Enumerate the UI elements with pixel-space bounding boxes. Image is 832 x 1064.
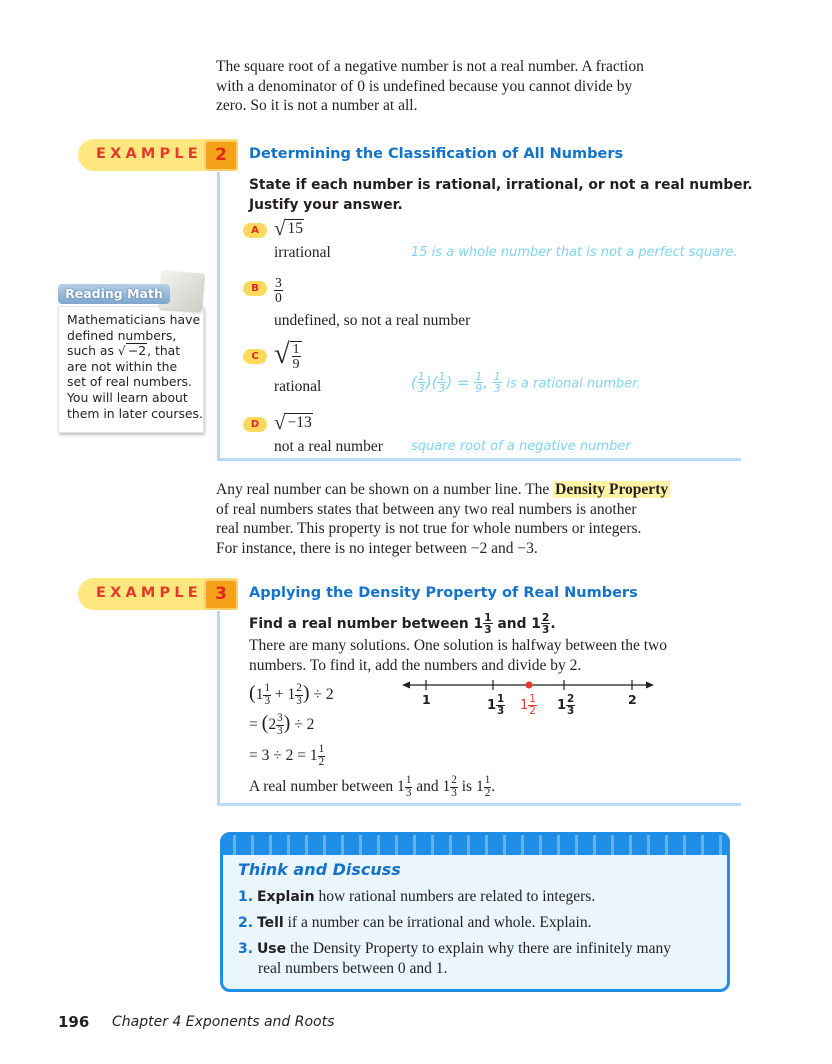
part-d-badge: D bbox=[243, 417, 267, 432]
numerator: 1 bbox=[417, 370, 425, 383]
think-and-discuss-title: Think and Discuss bbox=[238, 860, 401, 879]
text: ÷ 2 bbox=[313, 685, 334, 703]
part-c-note: ( $\frac{1}{3}$ )( $\frac{1}{3}$ ) = $\frac{1}{9}$ , $\frac{1}{3}$ is a rational number. bbox=[411, 370, 641, 396]
part-a-answer: irrational bbox=[274, 244, 331, 261]
item-number: 3. bbox=[238, 941, 254, 957]
example-3-label: EXAMPLE bbox=[96, 585, 202, 601]
numerator: 2 bbox=[567, 693, 575, 705]
body-line: There are many solutions. One solution is halfway between the two bbox=[249, 637, 667, 654]
intro-line: zero. So it is not a number at all. bbox=[216, 97, 418, 114]
example-2-rule-bottom bbox=[217, 458, 741, 461]
fraction bbox=[274, 276, 283, 306]
text: 2 bbox=[268, 715, 277, 733]
numerator: 2 bbox=[296, 682, 302, 694]
radical-icon: √ bbox=[274, 339, 290, 371]
denominator: 3 bbox=[541, 623, 550, 637]
tick-label-one-and-two-thirds bbox=[557, 694, 575, 717]
text: = 3 ÷ 2 = 1 bbox=[249, 746, 318, 764]
fraction bbox=[318, 744, 326, 768]
radicand: −13 bbox=[287, 414, 312, 431]
arrow-right-icon bbox=[646, 682, 654, 689]
denominator: 9 bbox=[292, 356, 300, 372]
step-3 bbox=[249, 744, 325, 768]
example-3-body bbox=[249, 636, 667, 675]
fraction bbox=[295, 683, 303, 707]
denominator: 2 bbox=[529, 704, 536, 717]
item-text: if a number can be irrational and whole. Explain. bbox=[283, 914, 592, 931]
density-paragraph bbox=[216, 480, 736, 558]
radical-icon: √ bbox=[117, 343, 126, 359]
discuss-item-2 bbox=[238, 913, 591, 933]
discuss-item-3 bbox=[238, 939, 671, 959]
numerator: 3 bbox=[275, 275, 282, 290]
fraction bbox=[566, 694, 575, 717]
example-2-rule bbox=[217, 172, 220, 460]
tick-label-one-and-third bbox=[487, 694, 505, 717]
fraction bbox=[493, 371, 502, 395]
numerator: 1 bbox=[318, 743, 325, 755]
density-property-term: Density Property bbox=[555, 481, 669, 498]
fraction bbox=[528, 694, 537, 717]
text: ÷ 2 bbox=[294, 715, 315, 733]
item-verb: Tell bbox=[256, 915, 284, 931]
text: is 1 bbox=[457, 777, 484, 795]
part-b-answer: undefined, so not a real number bbox=[274, 312, 471, 329]
reading-math-text bbox=[67, 312, 207, 421]
text: Any real number can be shown on a number line. The bbox=[216, 481, 550, 498]
intro-paragraph bbox=[216, 57, 736, 116]
tick-label-one-and-half bbox=[520, 694, 537, 717]
example-3-rule-bottom bbox=[217, 803, 741, 806]
text: = bbox=[249, 715, 262, 733]
numerator: 1 bbox=[497, 693, 505, 705]
numerator: 1 bbox=[405, 774, 412, 786]
discuss-item-3-continued: real numbers between 0 and 1. bbox=[258, 960, 448, 977]
example-2-title: Determining the Classification of All Numbers bbox=[249, 146, 624, 162]
part-a-expression bbox=[274, 216, 304, 240]
denominator: 3 bbox=[493, 382, 501, 396]
denominator: 3 bbox=[451, 786, 457, 799]
denominator: 3 bbox=[277, 724, 283, 737]
text: 1 bbox=[557, 697, 567, 713]
numerator: 1 bbox=[484, 774, 491, 786]
item-text: the Density Property to explain why there are infinitely many bbox=[286, 940, 671, 957]
reading-math-line: set of real numbers. bbox=[67, 374, 192, 390]
density-line bbox=[216, 480, 736, 500]
denominator: 0 bbox=[275, 290, 282, 306]
part-a-badge: A bbox=[243, 223, 267, 238]
text: , that bbox=[147, 343, 181, 359]
example-3-rule bbox=[217, 611, 220, 805]
text: 1 bbox=[487, 697, 497, 713]
fraction bbox=[483, 612, 492, 636]
reading-math-line: defined numbers, bbox=[67, 327, 177, 343]
item-number: 1. bbox=[238, 889, 254, 905]
part-a-note: 15 is a whole number that is not a perfect square. bbox=[411, 245, 738, 260]
denominator: 2 bbox=[318, 755, 325, 768]
radicand: −2 bbox=[127, 343, 147, 359]
reading-math-line: them in later courses. bbox=[67, 405, 203, 421]
denominator: 3 bbox=[417, 382, 425, 396]
conclusion bbox=[249, 775, 495, 799]
text: A real number between 1 bbox=[249, 777, 405, 795]
intro-line: The square root of a negative number is not a real number. A fraction bbox=[216, 58, 644, 75]
text: 1 bbox=[520, 697, 529, 713]
fraction bbox=[496, 694, 505, 717]
part-d-expression bbox=[274, 410, 313, 434]
tick-label-2: 2 bbox=[628, 692, 637, 707]
numerator: 1 bbox=[529, 693, 536, 705]
midpoint-dot bbox=[526, 682, 533, 689]
denominator: 3 bbox=[264, 694, 271, 707]
part-d-answer: not a real number bbox=[274, 438, 383, 455]
fraction bbox=[474, 371, 483, 395]
part-d-note: square root of a negative number bbox=[411, 439, 631, 454]
part-b-badge: B bbox=[243, 281, 267, 296]
reading-math-line: are not within the bbox=[67, 358, 178, 374]
radicand bbox=[290, 341, 302, 372]
fraction bbox=[450, 775, 458, 799]
radical-icon: √ bbox=[274, 216, 286, 240]
density-line: of real numbers states that between any two real numbers is another bbox=[216, 500, 637, 518]
part-c-answer: rational bbox=[274, 378, 322, 395]
numerator: 3 bbox=[277, 712, 283, 724]
discuss-item-1 bbox=[238, 887, 595, 907]
item-verb: Explain bbox=[256, 889, 315, 905]
fraction bbox=[263, 683, 271, 707]
example-2-number: 2 bbox=[204, 140, 238, 171]
item-text: how rational numbers are related to integers. bbox=[314, 888, 596, 905]
example-2-prompt bbox=[249, 175, 753, 215]
reading-math-line: Mathematicians have bbox=[67, 312, 201, 327]
denominator: 3 bbox=[405, 786, 412, 799]
density-line: real number. This property is not true for whole numbers or integers. bbox=[216, 520, 642, 537]
body-line: numbers. To find it, add the numbers and divide by 2. bbox=[249, 656, 582, 674]
part-c-badge: C bbox=[243, 349, 267, 364]
numerator: 2 bbox=[451, 774, 457, 786]
text: Find a real number between 1 bbox=[249, 615, 484, 632]
denominator: 3 bbox=[484, 623, 492, 637]
radicand: 15 bbox=[287, 220, 303, 237]
chapter-title: Chapter 4 Exponents and Roots bbox=[112, 1014, 335, 1030]
fraction bbox=[292, 342, 301, 372]
numerator: 2 bbox=[541, 611, 550, 624]
text: and 1 bbox=[492, 615, 541, 632]
numerator: 1 bbox=[493, 370, 501, 383]
numerator: 1 bbox=[292, 341, 300, 356]
tick-label-1: 1 bbox=[422, 692, 431, 707]
example-2-label: EXAMPLE bbox=[96, 146, 202, 162]
text: and 1 bbox=[412, 777, 451, 795]
reading-math-badge: Reading Math bbox=[58, 284, 170, 304]
numerator: 1 bbox=[438, 370, 446, 383]
step-1: (1 $\frac{1}{3}$ + 1 $\frac{2}{3}$ ) ÷ 2 bbox=[249, 681, 334, 707]
denominator: 3 bbox=[567, 704, 575, 717]
denominator: 2 bbox=[484, 786, 491, 799]
numerator: 1 bbox=[264, 682, 271, 694]
arrow-left-icon bbox=[402, 682, 410, 689]
item-verb: Use bbox=[256, 941, 287, 957]
denominator: 3 bbox=[497, 704, 505, 717]
fraction bbox=[437, 371, 446, 395]
density-line: For instance, there is no integer between −2 and −3. bbox=[216, 539, 538, 557]
intro-line: with a denominator of 0 is undefined because you cannot divide by bbox=[216, 77, 633, 95]
reading-math-line bbox=[67, 343, 207, 359]
item-number: 2. bbox=[238, 915, 254, 931]
text: . bbox=[491, 777, 496, 795]
prompt-line: Justify your answer. bbox=[249, 197, 403, 213]
fraction bbox=[417, 371, 426, 395]
fraction bbox=[541, 612, 550, 636]
example-3-number: 3 bbox=[204, 579, 238, 610]
example-3-prompt bbox=[249, 612, 556, 636]
text: . bbox=[550, 615, 556, 632]
prompt-line: State if each number is rational, irrational, or not a real number. bbox=[249, 177, 753, 193]
step-2: = (2 $\frac{3}{3}$ ) ÷ 2 bbox=[249, 711, 315, 737]
text: such as bbox=[67, 343, 118, 359]
denominator: 9 bbox=[475, 382, 483, 396]
reading-math-line: You will learn about bbox=[67, 389, 188, 405]
page-number: 196 bbox=[58, 1013, 90, 1031]
numerator: 1 bbox=[484, 611, 492, 624]
fraction bbox=[276, 713, 284, 737]
example-3-title: Applying the Density Property of Real Numbers bbox=[249, 585, 638, 601]
note-tail: is a rational number. bbox=[506, 376, 641, 392]
part-c-expression bbox=[274, 341, 302, 372]
radical-icon: √ bbox=[274, 410, 286, 434]
think-and-discuss-header-band bbox=[223, 835, 727, 855]
part-b-expression bbox=[274, 276, 283, 306]
denominator: 3 bbox=[296, 694, 302, 707]
denominator: 3 bbox=[438, 382, 446, 396]
numerator: 1 bbox=[475, 370, 483, 383]
